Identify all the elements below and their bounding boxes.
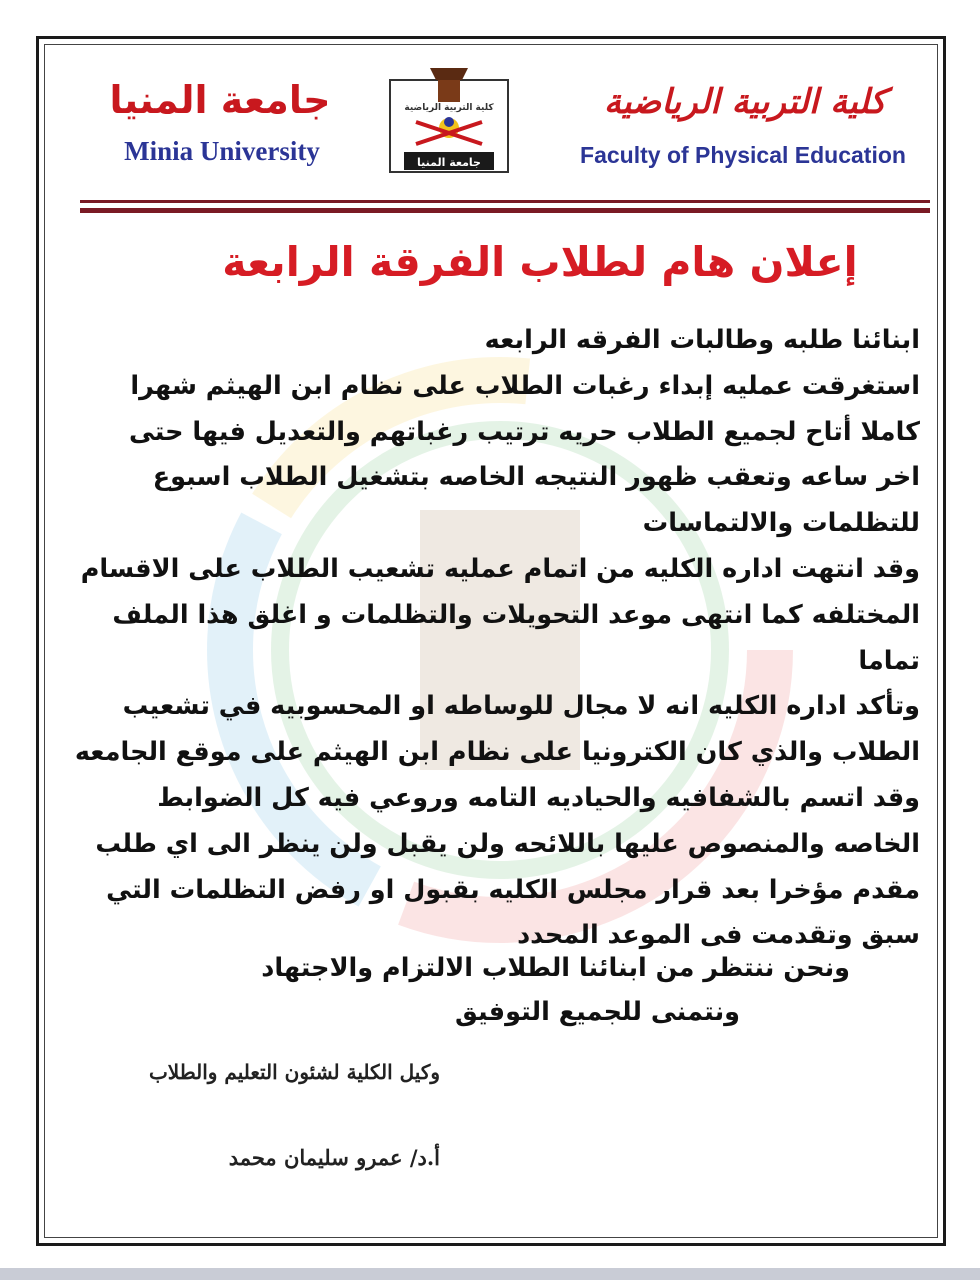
body-line: الطلاب والذي كان الكترونيا على نظام ابن الهيثم على موقع الجامعه	[74, 737, 920, 768]
body-line: مقدم مؤخرا بعد قرار مجلس الكليه بقبول او رفض التظلمات التي	[106, 874, 920, 905]
university-name-arabic: جامعة المنيا	[109, 78, 331, 122]
body-line: استغرقت عمليه إبداء رغبات الطلاب على نظام ابن الهيثم شهرا	[130, 370, 920, 401]
logo-bottom-text: جامعة المنيا	[417, 156, 481, 169]
body-line: وقد انتهت اداره الكليه من اتمام عمليه تشعيب الطلاب على الاقسام	[80, 553, 920, 584]
closing-remarks	[240, 946, 850, 1034]
logo-top-text: كلية التربية الرياضية	[404, 103, 494, 113]
body-line: الخاصه والمنصوص عليها باللائحه ولن يقبل ولن ينظر الى اي طلب	[95, 828, 920, 859]
faculty-name-english: Faculty of Physical Education	[580, 142, 906, 168]
closing-line: ونحن ننتظر من ابنائنا الطلاب الالتزام والاجتهاد	[261, 953, 850, 983]
header-divider-bottom	[80, 208, 930, 213]
body-line: للتظلمات والالتماسات	[642, 508, 920, 539]
bottom-edge-strip	[0, 1268, 980, 1280]
signatory-title: وكيل الكلية لشئون التعليم والطلاب	[148, 1060, 440, 1084]
body-line: وقد اتسم بالشفافيه والحياديه التامه وروعي فيه كل الضوابط	[157, 782, 920, 813]
announcement-body	[70, 318, 920, 959]
body-line: وتأكد اداره الكليه انه لا مجال للوساطه او المحسوبيه في تشعيب	[122, 691, 920, 722]
body-line: ابنائنا طلبه وطالبات الفرقه الرابعه	[484, 325, 920, 355]
body-line: المختلفه كما انتهى موعد التحويلات والتظلمات و اغلق هذا الملف	[112, 599, 920, 630]
header-divider-top	[80, 200, 930, 203]
university-name-english: Minia University	[124, 136, 320, 166]
announcement-title: إعلان هام لطلاب الفرقة الرابعة	[222, 238, 858, 286]
body-line: اخر ساعه وتعقب ظهور النتيجه الخاصه بتشغيل الطلاب اسبوع	[152, 462, 920, 493]
signatory-name: أ.د/ عمرو سليمان محمد	[228, 1145, 440, 1170]
faculty-name-arabic: كلية التربية الرياضية	[603, 82, 887, 122]
body-line: تماما	[858, 645, 920, 676]
body-line: سبق وتقدمت فى الموعد المحدد	[517, 920, 920, 951]
closing-line: ونتمنى للجميع التوفيق	[455, 997, 740, 1027]
faculty-logo	[386, 66, 512, 176]
body-line: كاملا أتاح لجميع الطلاب حريه ترتيب رغباتهم والتعديل فيها حتى	[128, 416, 920, 447]
